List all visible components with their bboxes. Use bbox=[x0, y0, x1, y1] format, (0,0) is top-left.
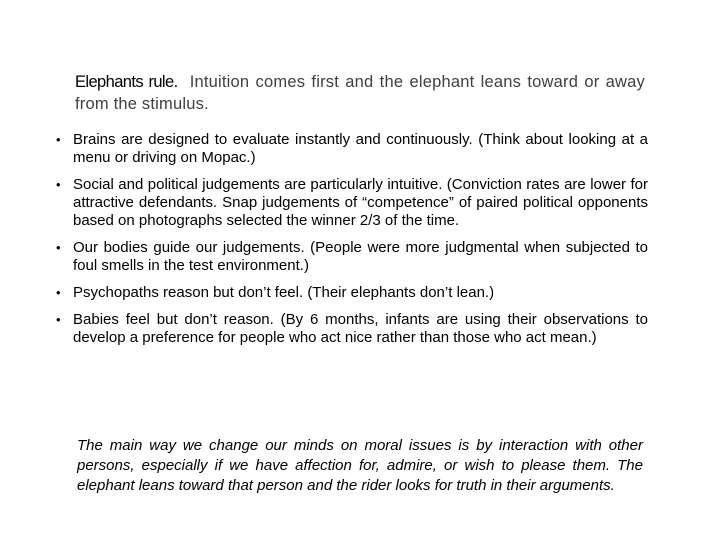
bullet-text: Babies feel but don’t reason. (By 6 months, infants are using their observations to develop a preference for people who act nice rather than those who act mean.) bbox=[73, 311, 648, 346]
bullet-text: Our bodies guide our judgements. (People were more judgmental when subjected to foul smells in the test environment.) bbox=[73, 239, 648, 274]
closing-paragraph: The main way we change our minds on moral issues is by interaction with other persons, especially if we have affection for, admire, or wish to please them. The elephant leans toward that person and the rider looks for truth in their arguments. bbox=[77, 437, 643, 494]
heading-lead: Elephants rule. bbox=[75, 73, 178, 91]
bullet-list bbox=[56, 131, 648, 356]
bullet-text: Brains are designed to evaluate instantly and continuously. (Think about looking at a menu or driving on Mopac.) bbox=[73, 131, 648, 166]
bullet-item bbox=[56, 176, 648, 230]
bullet-text: Social and political judgements are particularly intuitive. (Conviction rates are lower for attractive defendants. Snap judgements of “competence” of paired political opponents based on photographs selected the winner 2/3 of the time. bbox=[73, 176, 648, 229]
bullet-item bbox=[56, 131, 648, 167]
bullet-marker: • bbox=[56, 177, 61, 192]
heading-text: Intuition comes first and the elephant leans toward or away from the stimulus. bbox=[75, 73, 645, 113]
bullet-item bbox=[56, 284, 648, 302]
bullet-text: Psychopaths reason but don’t feel. (Their elephants don’t lean.) bbox=[73, 284, 495, 301]
bullet-marker: • bbox=[56, 312, 61, 327]
bullet-marker: • bbox=[56, 285, 61, 300]
bullet-marker: • bbox=[56, 132, 61, 147]
slide-heading bbox=[75, 71, 645, 115]
bullet-item bbox=[56, 239, 648, 275]
bullet-marker: • bbox=[56, 240, 61, 255]
bullet-item bbox=[56, 311, 648, 347]
